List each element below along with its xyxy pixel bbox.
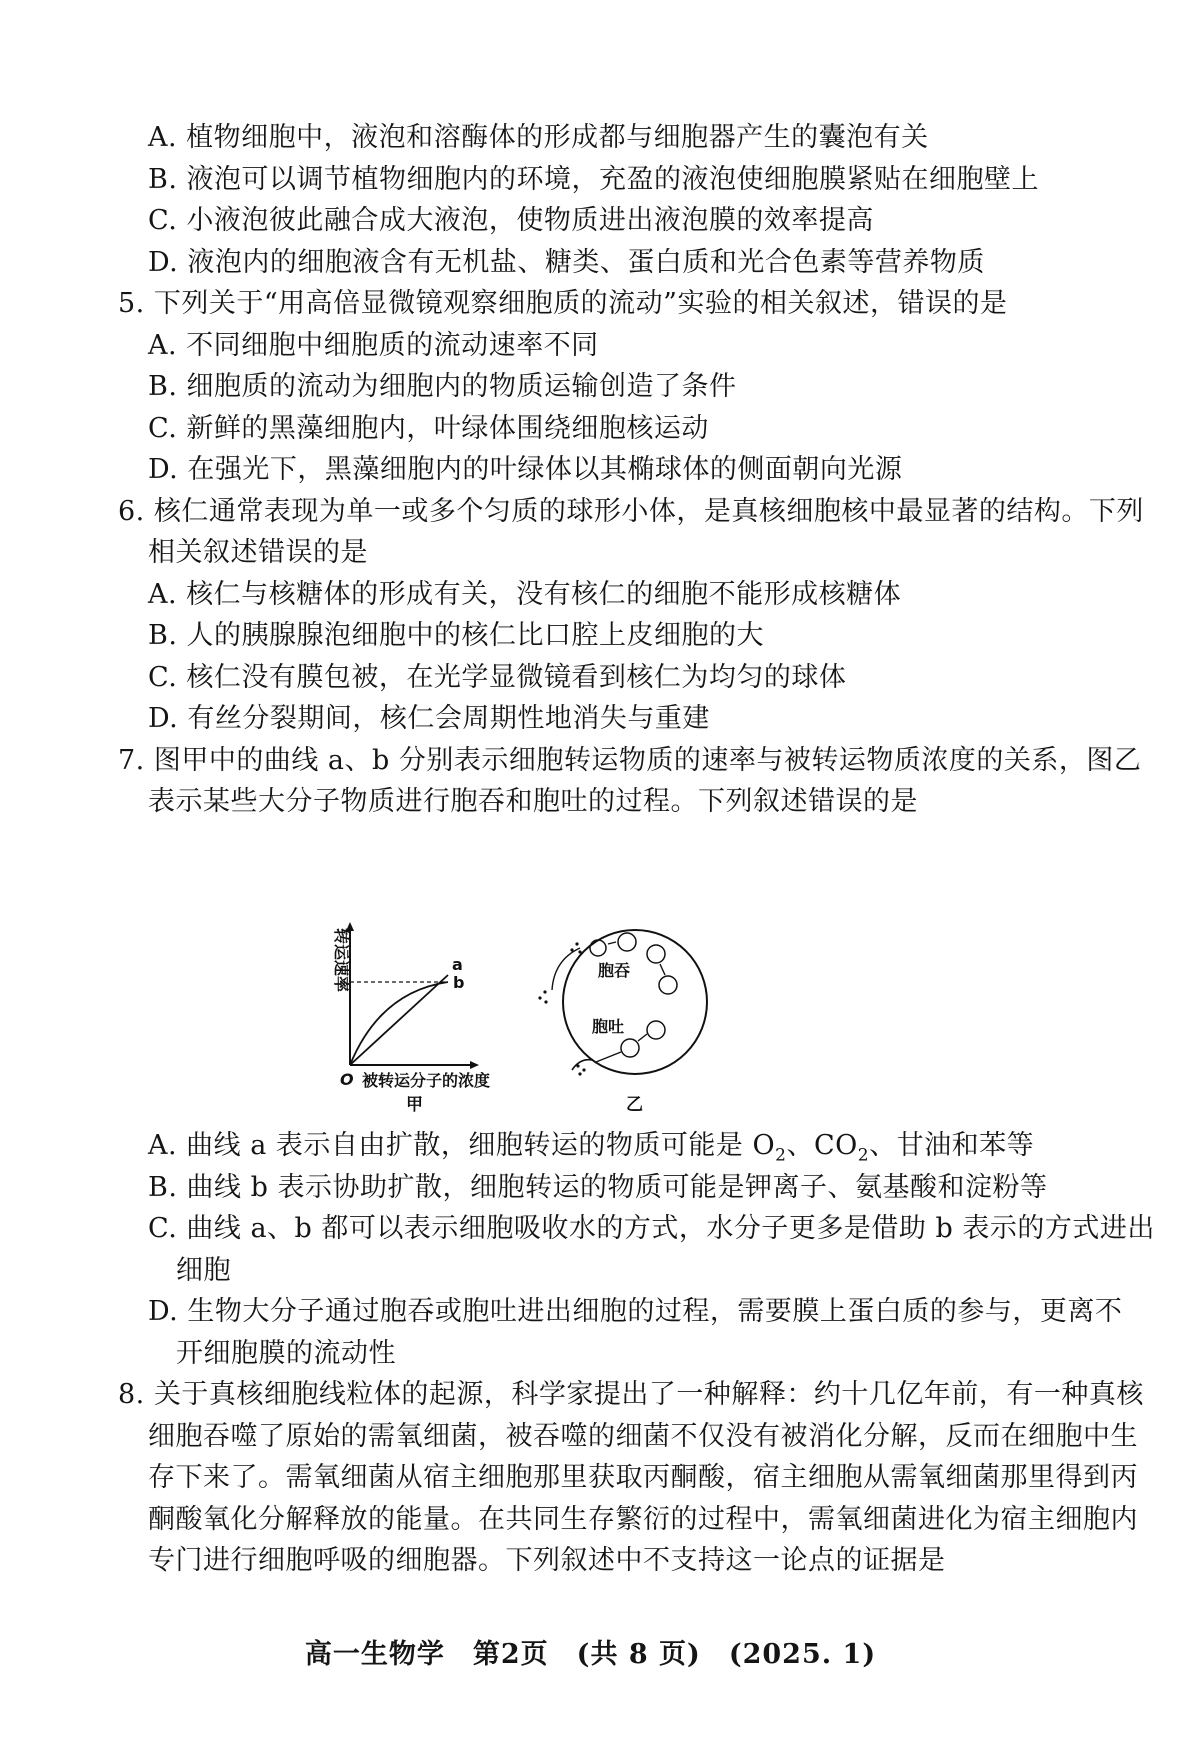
q6-stem-line1: 6. 核仁通常表现为单一或多个匀质的球形小体，是真核细胞核中最显著的结构。下列 [118,496,1144,527]
graph-yi [538,930,707,1115]
subscript: 2 [775,1145,787,1166]
q7-option-b: B. 曲线 b 表示协助扩散，细胞转运的物质可能是钾离子、氨基酸和淀粉等 [148,1172,1048,1203]
curve-a-line [350,975,448,1065]
q7-stem-line1: 7. 图甲中的曲线 a、b 分别表示细胞转运物质的速率与被转运物质浓度的关系，图乙 [118,745,1142,776]
q8-stem-line5: 专门进行细胞呼吸的细胞器。下列叙述中不支持这一论点的证据是 [148,1545,946,1576]
exocytosis-label: 胞吐 [592,1017,625,1036]
x-axis-label: 被转运分子的浓度 [362,1071,491,1090]
molecule-dot [576,1064,579,1067]
y-axis-label: 转运速率 [332,928,351,993]
endocytosis-label: 胞吞 [598,961,631,980]
q4-option-a: A. 植物细胞中，液泡和溶酶体的形成都与细胞器产生的囊泡有关 [148,122,929,153]
q7-option-d-line1: D. 生物大分子通过胞吞或胞吐进出细胞的过程，需要膜上蛋白质的参与，更离不 [148,1296,1123,1327]
molecule-dot [582,1068,585,1071]
vesicle [621,1039,639,1057]
vesicle [618,933,636,951]
vesicle [647,1021,665,1039]
q7-option-a-text3: 、甘油和苯等 [869,1130,1035,1161]
q7-figure-svg [332,920,770,1120]
q7-figure [332,920,770,1120]
vesicle [659,976,677,994]
q6-option-d: D. 有丝分裂期间，核仁会周期性地消失与重建 [148,703,710,734]
molecule-dot [578,950,581,953]
exocytosis-arrow [638,1034,647,1041]
curve-a-label: a [452,955,463,974]
molecule-dot [543,990,546,993]
q8-stem-line2: 细胞吞噬了原始的需氧细菌，被吞噬的细菌不仅没有被消化分解，反而在细胞中生 [148,1421,1138,1452]
q7-option-c-line2: 细胞 [176,1255,231,1286]
q8-stem-line1: 8. 关于真核细胞线粒体的起源，科学家提出了一种解释：约十几亿年前，有一种真核 [118,1379,1144,1410]
q7-option-a-text2: 、CO [786,1130,858,1161]
vesicle [590,940,606,956]
q5-stem: 5. 下列关于“用高倍显微镜观察细胞质的流动”实验的相关叙述，错误的是 [118,288,1008,319]
origin-label: O [340,1070,354,1089]
exocytosis-bulge [572,1060,592,1070]
x-axis-arrow [470,1061,479,1069]
molecule-dot [578,1072,581,1075]
q4-option-d: D. 液泡内的细胞液含有无机盐、糖类、蛋白质和光合色素等营养物质 [148,247,985,278]
molecule-dot [538,996,541,999]
q6-option-c: C. 核仁没有膜包被，在光学显微镜看到核仁为均匀的球体 [148,662,847,693]
q8-stem-line4: 酮酸氧化分解释放的能量。在共同生存繁衍的过程中，需氧细菌进化为宿主细胞内 [148,1504,1138,1535]
graph-jia [332,922,490,1115]
subscript: 2 [857,1145,870,1166]
endocytosis-arrow [660,964,665,975]
q7-option-c-line1: C. 曲线 a、b 都可以表示细胞吸收水的方式，水分子更多是借助 b 表示的方式进出 [148,1213,1155,1244]
q6-option-b: B. 人的胰腺腺泡细胞中的核仁比口腔上皮细胞的大 [148,620,765,651]
curve-b-label: b [453,973,465,992]
q8-stem-line3: 存下来了。需氧细菌从宿主细胞那里获取丙酮酸，宿主细胞从需氧细菌那里得到丙 [148,1462,1138,1493]
endocytosis-arrow [608,942,616,944]
molecule-dot [575,942,578,945]
q7-stem-line2: 表示某些大分子物质进行胞吞和胞吐的过程。下列叙述错误的是 [148,786,918,817]
q5-option-d: D. 在强光下，黑藻细胞内的叶绿体以其椭球体的侧面朝向光源 [148,454,903,485]
caption-yi: 乙 [626,1095,643,1115]
molecule-dot [544,1000,547,1003]
q4-option-b: B. 液泡可以调节植物细胞内的环境，充盈的液泡使细胞膜紧贴在细胞壁上 [148,164,1040,195]
q4-option-c: C. 小液泡彼此融合成大液泡，使物质进出液泡膜的效率提高 [148,205,874,236]
exocytosis-arrow [596,1052,621,1062]
page-footer: 高一生物学 第2页 (共 8 页) (2025. 1) [304,1639,877,1670]
q5-option-a: A. 不同细胞中细胞质的流动速率不同 [148,330,599,361]
caption-jia: 甲 [406,1095,423,1115]
q7-option-d-line2: 开细胞膜的流动性 [176,1338,396,1369]
q6-stem-line2: 相关叙述错误的是 [148,537,368,568]
q7-option-a-text1: A. 曲线 a 表示自由扩散，细胞转运的物质可能是 O [148,1130,776,1161]
cell-membrane [563,930,707,1074]
vesicle [647,945,665,963]
q6-option-a: A. 核仁与核糖体的形成有关，没有核仁的细胞不能形成核糖体 [148,579,902,610]
q5-option-c: C. 新鲜的黑藻细胞内，叶绿体围绕细胞核运动 [148,413,709,444]
q5-option-b: B. 细胞质的流动为细胞内的物质运输创造了条件 [148,371,737,402]
